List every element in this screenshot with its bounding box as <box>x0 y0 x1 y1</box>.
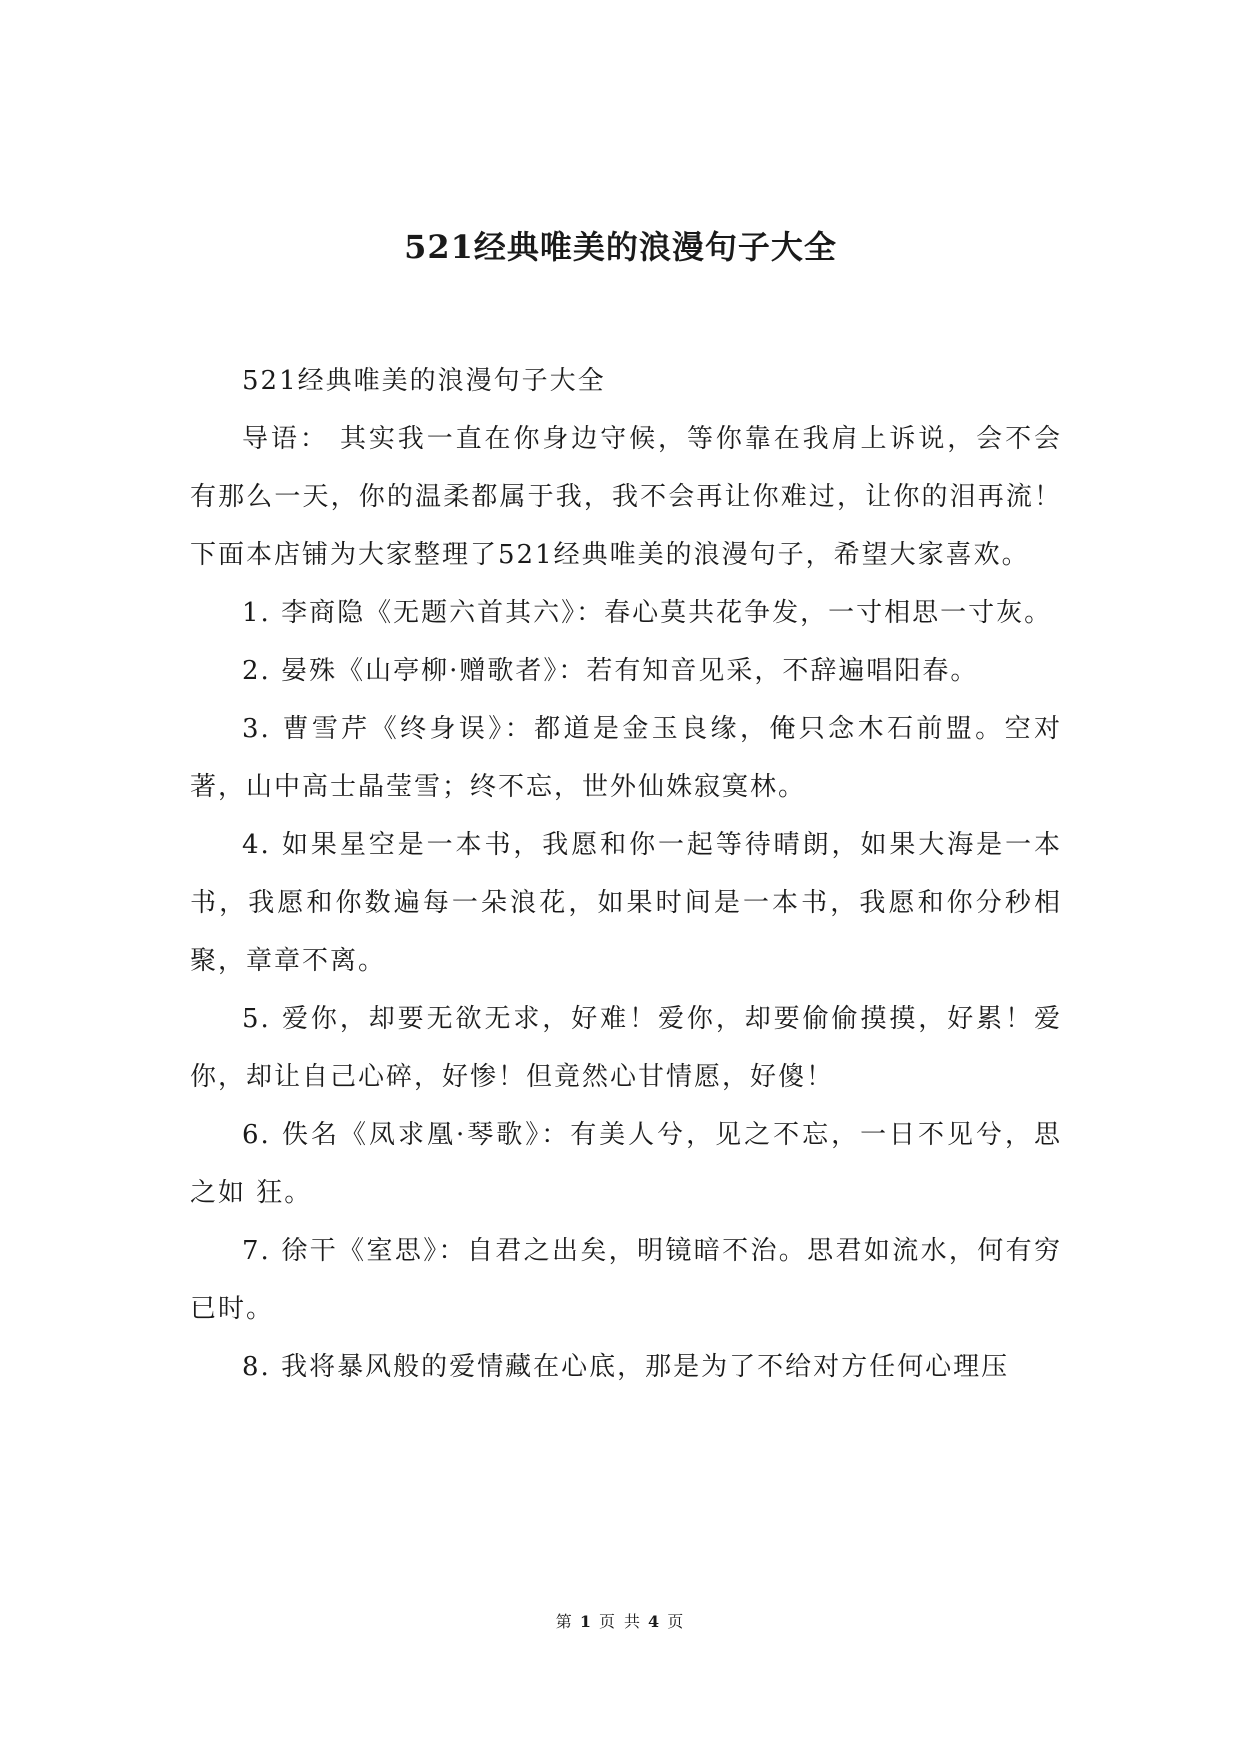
page-footer <box>0 1610 1241 1634</box>
paragraph-subtitle: 521经典唯美的浪漫句子大全 <box>242 366 606 396</box>
footer-prefix: 第 <box>555 1612 574 1631</box>
paragraph-item-8: 8. 我将暴风般的爱情藏在心底，那是为了不给对方任何心理压 <box>242 1352 1010 1382</box>
total-pages-number: 4 <box>648 1612 662 1631</box>
paragraph-item-6: 6. 佚名《凤求凰·琴歌》：有美人兮，见之不忘，一日不见兮，思之如 狂。 <box>190 1120 1062 1208</box>
document-body <box>190 352 1062 1396</box>
footer-middle: 页 共 <box>598 1612 643 1631</box>
paragraph-item-7: 7. 徐干《室思》：自君之出矣，明镜暗不治。思君如流水，何有穷已时。 <box>190 1236 1062 1324</box>
paragraph-item-4: 4. 如果星空是一本书，我愿和你一起等待晴朗，如果大海是一本书，我愿和你数遍每一朵浪花，如果时间是一本书，我愿和你分秒相聚，章章不离。 <box>190 830 1062 976</box>
footer-suffix: 页 <box>667 1612 686 1631</box>
paragraph-item-2: 2. 晏殊《山亭柳·赠歌者》：若有知音见采，不辞遍唱阳春。 <box>242 656 979 686</box>
paragraph-item-3: 3. 曹雪芹《终身误》：都道是金玉良缘，俺只念木石前盟。空对著，山中高士晶莹雪；终不忘，世外仙姝寂寞林。 <box>190 714 1062 802</box>
document-title: 521经典唯美的浪漫句子大全 <box>404 228 837 266</box>
paragraph-item-5: 5. 爱你，却要无欲无求，好难！爱你，却要偷偷摸摸，好累！爱你，却让自己心碎，好惨！但竟然心甘情愿，好傻！ <box>190 1004 1062 1092</box>
current-page-number: 1 <box>579 1612 593 1631</box>
paragraph-item-1: 1. 李商隐《无题六首其六》：春心莫共花争发，一寸相思一寸灰。 <box>242 598 1053 628</box>
paragraph-intro: 导语： 其实我一直在你身边守候，等你靠在我肩上诉说，会不会有那么一天，你的温柔都属于我，我不会再让你难过，让你的泪再流！下面本店铺为大家整理了521经典唯美的浪漫句子，希望大家喜欢。 <box>190 424 1062 570</box>
